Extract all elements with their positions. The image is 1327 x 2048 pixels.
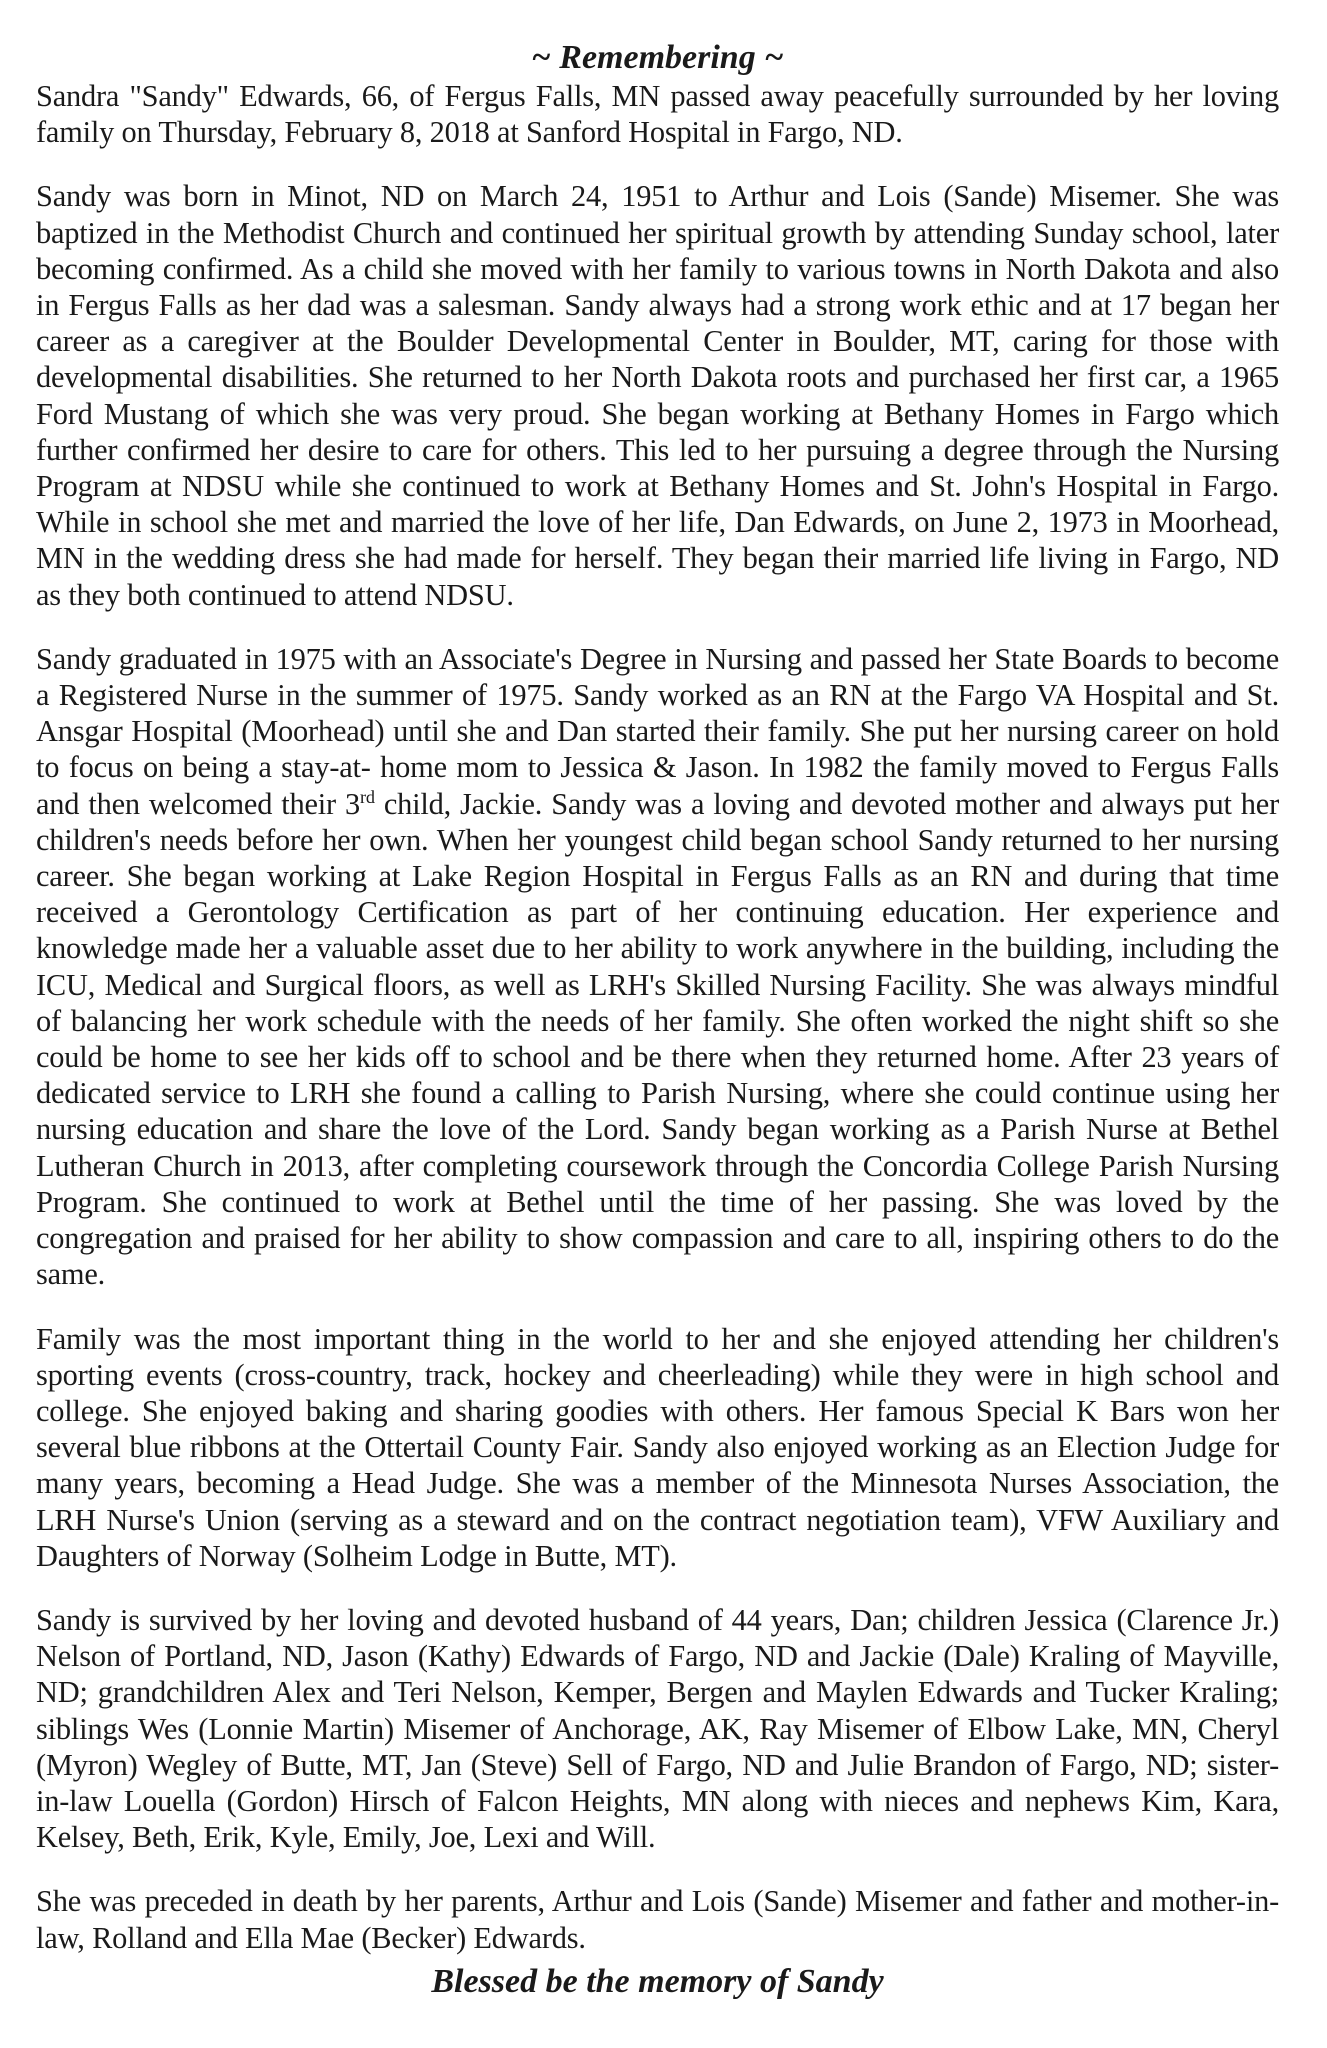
paragraph-family-interests: Family was the most important thing in the world to her and she enjoyed attending her children's sporting events (cross-country, track, hockey and cheerleading) while they were in high school and college. She enjoyed baking and sharing goodies with others. Her famous Special K Bars won her several blue ribbons at the Ottertail County Fair. Sandy also enjoyed working as an Election Judge for many years, becoming a Head Judge. She was a member of the Minnesota Nurses Association, the LRH Nurse's Union (serving as a steward and on the contract negotiation team), VFW Auxiliary and Daughters of Norway (Solheim Lodge in Butte, MT). xyxy=(36,1321,1279,1573)
closing-line: Blessed be the memory of Sandy xyxy=(431,1962,884,2000)
paragraph-early-life: Sandy was born in Minot, ND on March 24, 1951 to Arthur and Lois (Sande) Misemer. She was baptized in the Methodist Church and continued her spiritual growth by attending Sunday school, later becoming confirmed. As a child she moved with her family to various towns in North Dakota and also in Fergus Falls as her dad was a salesman. Sandy always had a strong work ethic and at 17 began her career as a caregiver at the Boulder Developmental Center in Boulder, MT, caring for those with developmental disabilities. She returned to her North Dakota roots and purchased her first car, a 1965 Ford Mustang of which she was very proud. She began working at Bethany Homes in Fargo which further confirmed her desire to care for others. This led to her pursuing a degree through the Nursing Program at NDSU while she continued to work at Bethany Homes and St. John's Hospital in Fargo. While in school she met and married the love of her life, Dan Edwards, on June 2, 1973 in Moorhead, MN in the wedding dress she had made for herself. They began their married life living in Fargo, ND as they both continued to attend NDSU. xyxy=(36,179,1279,612)
heading: ~ Remembering ~ xyxy=(531,39,784,76)
paragraph-survivors: Sandy is survived by her loving and devoted husband of 44 years, Dan; children Jessica (Clarence Jr.) Nelson of Portland, ND, Jason (Kathy) Edwards of Fargo, ND and Jackie (Dale) Kraling of Mayville, ND; grandchildren Alex and Teri Nelson, Kemper, Bergen and Maylen Edwards and Tucker Kraling; siblings Wes (Lonnie Martin) Misemer of Anchorage, AK, Ray Misemer of Elbow Lake, MN, Cheryl (Myron) Wegley of Butte, MT, Jan (Steve) Sell of Fargo, ND and Julie Brandon of Fargo, ND; sister-in-law Louella (Gordon) Hirsch of Falcon Heights, MN along with nieces and nephews Kim, Kara, Kelsey, Beth, Erik, Kyle, Emily, Joe, Lexi and Will. xyxy=(36,1602,1279,1855)
paragraph-preceded: She was preceded in death by her parents, Arthur and Lois (Sande) Misemer and father and mother-in-law, Rolland and Ella Mae (Becker) Edwards. xyxy=(36,1884,1279,1955)
paragraph-intro: Sandra "Sandy" Edwards, 66, of Fergus Falls, MN passed away peacefully surrounded by her loving family on Thursday, February 8, 2018 at Sanford Hospital in Fargo, ND. xyxy=(36,79,1279,150)
paragraph-career: Sandy graduated in 1975 with an Associate's Degree in Nursing and passed her State Boards to become a Registered Nurse in the summer of 1975. Sandy worked as an RN at the Fargo VA Hospital and St. Ansgar Hospital (Moorhead) until she and Dan started their family. She put her nursing career on hold to focus on being a stay-at- home mom to Jessica & Jason. In 1982 the family moved to Fergus Falls and then welcomed their 3rd child, Jackie. Sandy was a loving and devoted mother and always put her children's needs before her own. When her youngest child began school Sandy returned to her nursing career. She began working at Lake Region Hospital in Fergus Falls as an RN and during that time received a Gerontology Certification as part of her continuing education. Her experience and knowledge made her a valuable asset due to her ability to work anywhere in the building, including the ICU, Medical and Surgical floors, as well as LRH's Skilled Nursing Facility. She was always mindful of balancing her work schedule with the needs of her family. She often worked the night shift so she could be home to see her kids off to school and be there when they returned home. After 23 years of dedicated service to LRH she found a calling to Parish Nursing, where she could continue using her nursing education and share the love of the Lord. Sandy began working as a Parish Nurse at Bethel Lutheran Church in 2013, after completing coursework through the Concordia College Parish Nursing Program. She continued to work at Bethel until the time of her passing. She was loved by the congregation and praised for her ability to show compassion and care to all, inspiring others to do the same. xyxy=(36,641,1279,1292)
